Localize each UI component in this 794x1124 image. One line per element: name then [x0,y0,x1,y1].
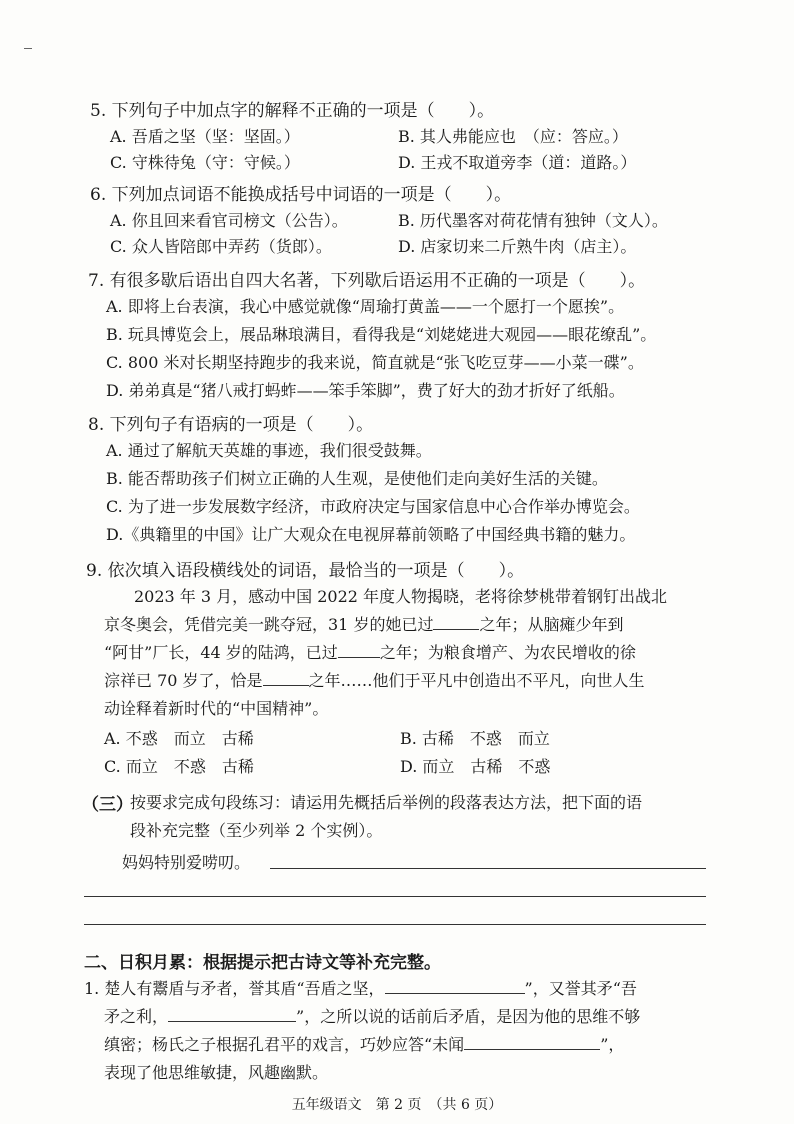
question-5-option-b: B. 其人弗能应也 （应：答应。） [398,127,628,146]
question-5-option-d: D. 王戎不取道旁李（道：道路。） [398,153,637,172]
page-footer: 五年级语文 第 2 页 （共 6 页） [291,1097,503,1113]
question-7-option-b: B. 玩具博览会上，展品琳琅满目，看得我是“刘姥姥进大观园——眼花缭乱”。 [106,325,657,344]
passage-text: 之年……他们于平凡中创造出不平凡，向世人生 [308,671,645,690]
section-text: 矛之利， [104,1007,169,1026]
section-2-line-1 [84,976,637,999]
question-5-option-c: C. 守株待兔（守：守候。） [110,153,300,172]
section-2-line-2 [104,1004,640,1027]
question-8-option-b: B. 能否帮助孩子们树立正确的人生观，是使他们走向美好生活的关键。 [106,469,608,488]
question-8-stem: 8. 下列句子有语病的一项是（ ）。 [88,415,374,435]
question-6-option-c: C. 众人皆陪郎中弄药（货郎）。 [110,237,332,256]
section-2-heading: 二、日积月累：根据提示把古诗文等补充完整。 [84,953,441,973]
passage-text: “阿甘”厂长，44 岁的陆鸿，已过 [104,643,338,662]
question-7-option-c: C. 800 米对长期坚持跑步的我来说，简直就是“张飞吃豆芽——小菜一碟”。 [106,353,644,372]
passage-text: 京冬奥会，凭借完美一跳夺冠，31 岁的她已过 [104,615,434,634]
passage-line-4 [104,668,645,691]
section-2-line-4: 表现了他思维敏捷，风趣幽默。 [104,1063,329,1082]
writing-lead-sentence: 妈妈特别爱唠叨。 [122,853,251,872]
writing-line-3[interactable] [84,924,706,925]
question-9-option-b: B. 古稀 不惑 而立 [400,729,550,748]
question-6-option-d: D. 店家切来二斤熟牛肉（店主）。 [398,237,637,256]
poem-blank-1[interactable] [385,979,525,994]
question-6-stem: 6. 下列加点词语不能换成括号中词语的一项是（ ）。 [90,185,512,205]
section-text: 1. 楚人有鬻盾与矛者，誉其盾“吾盾之坚， [84,979,385,998]
question-7-option-a: A. 即将上台表演，我心中感觉就像“周瑜打黄盖——一个愿打一个愿挨”。 [106,297,625,316]
passage-line-2 [104,612,623,635]
section-text: ”， [600,1035,625,1054]
passage-text: 之年；为粮食增产、为农民增收的徐 [379,643,636,662]
passage-text: 淙祥已 70 岁了，恰是 [104,671,263,690]
section-2-line-3 [104,1032,624,1055]
question-6-option-b: B. 历代墨客对荷花情有独钟（文人）。 [398,211,668,230]
question-9-option-d: D. 而立 古稀 不惑 [400,757,551,776]
question-8-option-c: C. 为了进一步发展数字经济，市政府决定与国家信息中心合作举办博览会。 [106,497,640,516]
poem-blank-2[interactable] [168,1007,296,1022]
writing-line-1[interactable] [270,868,706,869]
fill-blank-2[interactable] [338,643,380,658]
question-9-option-c: C. 而立 不惑 古稀 [104,757,254,776]
section-text: 缜密；杨氏之子根据孔君平的戏言，巧妙应答“未闻 [104,1035,465,1054]
part-3-instruction-line-2: 段补充完整（至少列举 2 个实例）。 [130,821,383,840]
question-5-stem: 5. 下列句子中加点字的解释不正确的一项是（ ）。 [90,101,495,121]
passage-line-3 [104,640,636,663]
writing-line-2[interactable] [84,896,706,897]
question-9-option-a: A. 不惑 而立 古稀 [104,729,254,748]
fill-blank-3[interactable] [263,671,309,686]
section-text: ”，又誉其矛“吾 [524,979,637,998]
passage-line-5: 动诠释着新时代的“中国精神”。 [104,699,329,718]
question-6-option-a: A. 你且回来看官司榜文（公告）。 [110,211,348,230]
question-5-option-a: A. 吾盾之坚（坚：坚固。） [110,127,300,146]
section-text: ”，之所以说的话前后矛盾，是因为他的思维不够 [296,1007,641,1026]
question-8-option-a: A. 通过了解航天英雄的事迹，我们很受鼓舞。 [106,441,432,460]
question-9-stem: 9. 依次填入语段横线处的词语，最恰当的一项是（ ）。 [86,561,525,581]
passage-line-1: 2023 年 3 月，感动中国 2022 年度人物揭晓，老将徐梦桃带着钢钉出战北 [134,587,668,606]
poem-blank-3[interactable] [464,1035,600,1050]
question-7-stem: 7. 有很多歇后语出自四大名著，下列歇后语运用不正确的一项是（ ）。 [88,271,646,291]
question-7-option-d: D. 弟弟真是“猪八戒打蚂蚱——笨手笨脚”，费了好大的劲才折好了纸船。 [106,381,625,400]
part-3-instruction-line-1: 按要求完成句段练习：请运用先概括后举例的段落表达方法，把下面的语 [130,793,643,812]
fill-blank-1[interactable] [433,615,479,630]
part-3-heading: （三） [82,795,133,815]
passage-text: 之年；从脑瘫少年到 [479,615,624,634]
question-8-option-d: D.《典籍里的中国》让广大观众在电视屏幕前领略了中国经典书籍的魅力。 [106,525,636,544]
scan-mark [24,48,32,49]
